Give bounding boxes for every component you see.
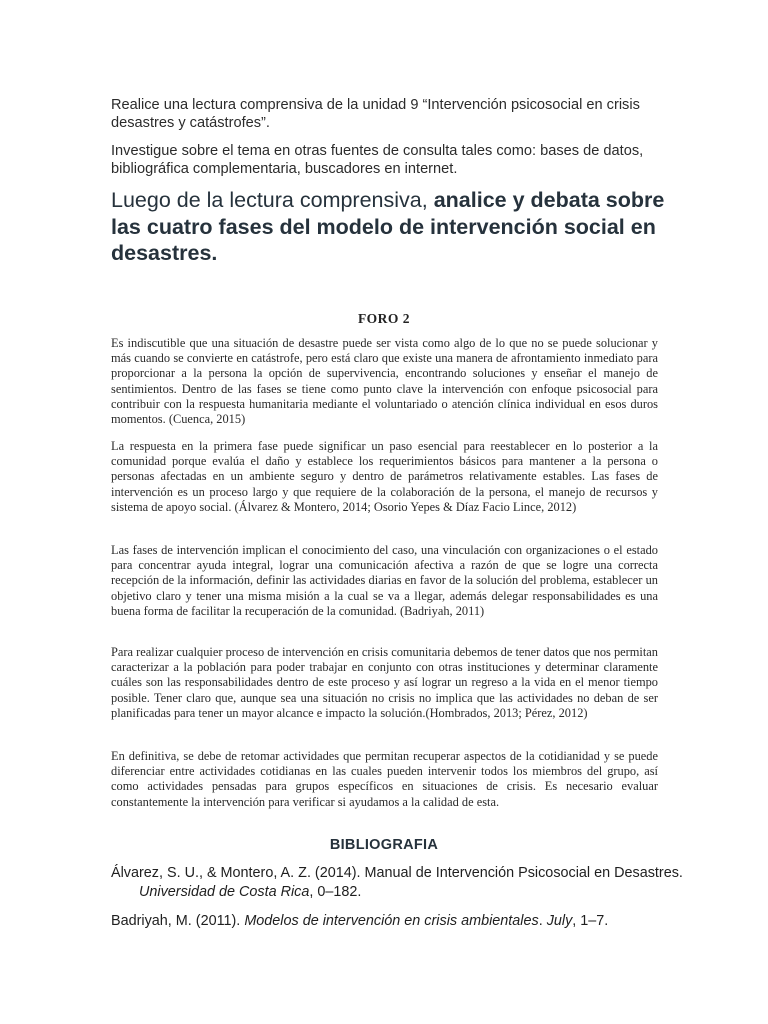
instruction-reading: Realice una lectura comprensiva de la unidad 9 “Intervención psicosocial en crisis desastres y catástrofes”.	[111, 97, 640, 131]
bibliography-entry	[111, 912, 699, 931]
heading-normal-text: Luego de la lectura comprensiva,	[111, 188, 434, 212]
foro-paragraph: Las fases de intervención implican el conocimiento del caso, una vinculación con organizaciones o el estado para concentrar ayuda integral, lograr una comunicación afectiva a razón de que se logre una correcta recepción de la información, definir las actividades diarias en favor de la solución del problema, establecer un objetivo claro y tener una misma misión a la cual se va a llegar, además delegar responsabilidades es una buena forma de facilitar la recuperación de la comunidad. (Badriyah, 2011)	[111, 543, 658, 618]
ref-journal: July	[546, 913, 573, 929]
ref-text: Badriyah, M. (2011).	[111, 913, 245, 929]
bibliography-title: BIBLIOGRAFIA	[329, 837, 439, 853]
assignment-heading	[111, 187, 671, 267]
ref-title: Modelos de intervención en crisis ambientales	[244, 913, 539, 929]
foro-paragraph: Es indiscutible que una situación de desastre puede ser vista como algo de lo que no se puede solucionar y más cuando se convierte en catástrofe, pero está claro que existe una manera de afrontamiento inmediato para proporcionar a la persona la opción de supervivencia, encontrando soluciones y enseñar el manejo de sentimientos. Dentro de las fases se tiene como punto clave la intervención con enfoque psicosocial para contribuir con la respuesta humanitaria mediante el voluntariado o atención clínica individual en esos duros momentos. (Cuenca, 2015)	[111, 336, 658, 427]
ref-journal: Universidad de Costa Rica	[139, 884, 310, 900]
heading-bold-text: analice y debata sobre las cuatro fases del modelo de intervención social en desastres.	[111, 188, 665, 265]
foro-title: FORO 2	[357, 311, 411, 326]
foro-paragraph: La respuesta en la primera fase puede significar un paso esencial para reestablecer en lo posterior a la comunidad porque evalúa el daño y establece los requerimientos básicos para mantener a la persona o personas afectadas en un ambiente seguro y dentro de parámetros relativamente estables. Las fases de intervención es un proceso largo y que requiere de la colaboración de la persona, el manejo de recursos y sistema de apoyo social. (Álvarez & Montero, 2014; Osorio Yepes & Díaz Facio Lince, 2012)	[111, 439, 658, 514]
bibliography-entry	[111, 864, 699, 902]
ref-separator: .	[538, 913, 547, 929]
foro-paragraph: En definitiva, se debe de retomar actividades que permitan recuperar aspectos de la cotidianidad y se puede diferenciar entre actividades cotidianas en las cuales pueden intervenir todos los miembros del grupo, así como actividades pensadas para grupos específicos en situaciones de crisis. Es necesario evaluar constantemente la intervención para verificar si ayudamos a la calidad de esta.	[111, 749, 658, 809]
ref-pages: , 0–182.	[309, 884, 362, 900]
ref-pages: , 1–7.	[572, 913, 609, 929]
ref-text: Álvarez, S. U., & Montero, A. Z. (2014). Manual de Intervención Psicosocial en Desastres.	[111, 865, 683, 881]
instruction-research: Investigue sobre el tema en otras fuentes de consulta tales como: bases de datos, bibliográfica complementaria, buscadores en internet.	[111, 143, 644, 177]
foro-paragraph: Para realizar cualquier proceso de intervención en crisis comunitaria debemos de tener datos que nos permitan caracterizar a la población para poder trabajar en conjunto con otras instituciones y determinar claramente cuáles son las responsabilidades dentro de este proceso y así lograr un regreso a la vida en el menor tiempo posible. Tener claro que, aunque sea una situación no crisis no implica que las actividades no deban de ser planificadas para tener un mayor alcance e impacto la solución.(Hombrados, 2013; Pérez, 2012)	[111, 645, 658, 720]
